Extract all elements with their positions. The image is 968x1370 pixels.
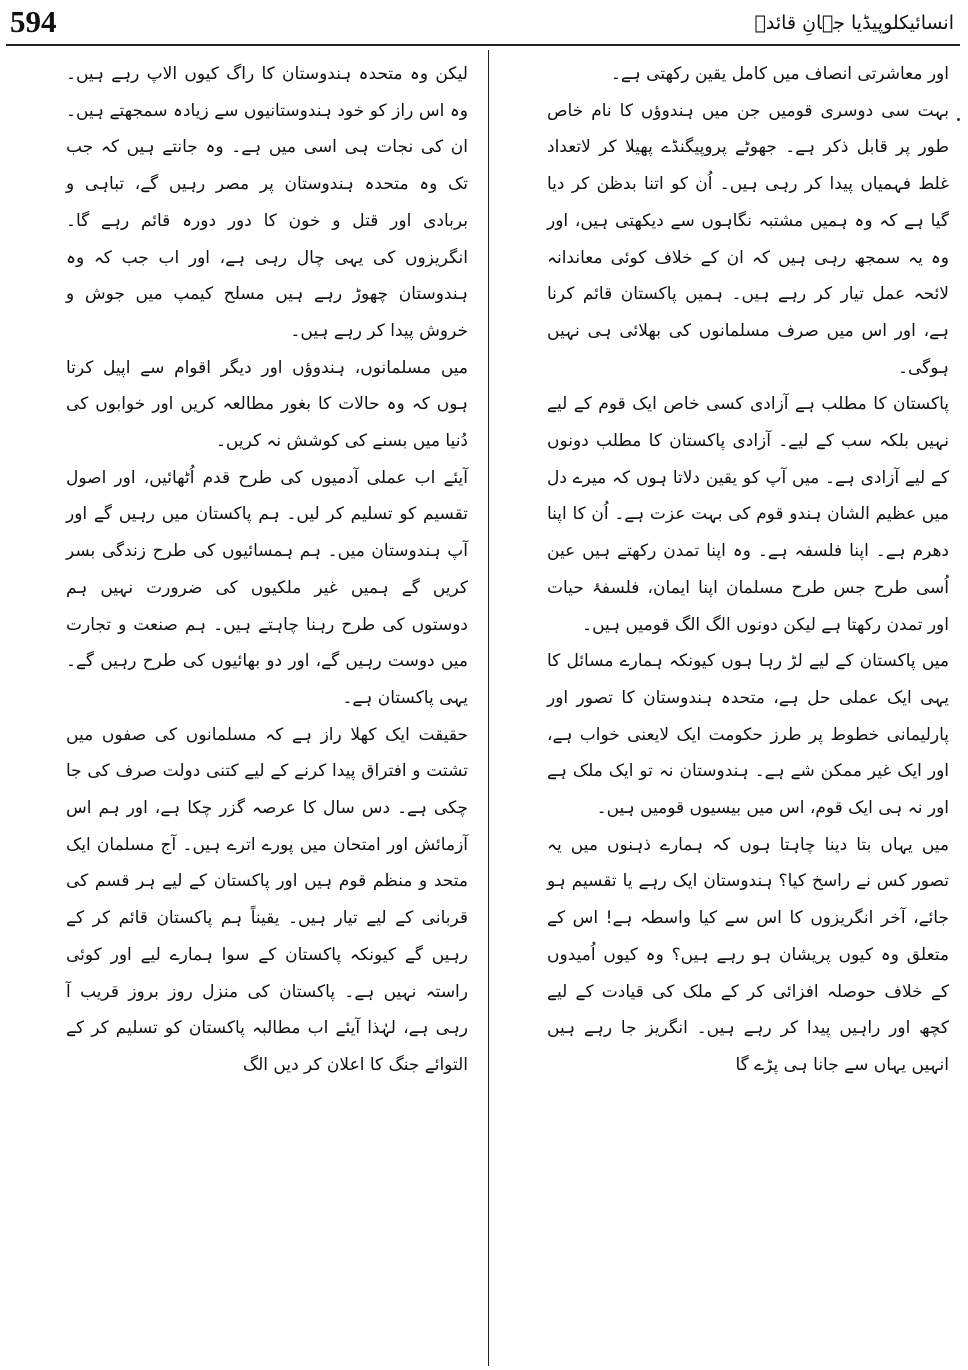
left-paragraph-3: آیئے اب عملی آدمیوں کی طرح قدم اُٹھائیں، اور اصول تقسیم کو تسلیم کر لیں۔ ہم پاکستان میں رہیں گے اور آپ ہندوستان میں۔ ہم ہمسائیوں کی طرح زندگی بسر کریں گے ہمیں غیر ملکیوں کی ضرورت نہیں ہم دوستوں کی طرح رہنا چاہتے ہیں۔ ہم صنعت و تجارت میں دوست رہیں گے، اور دو بھائیوں کی طرح رہیں گے۔ یہی پاکستان ہے۔ (66, 467, 468, 708)
right-paragraph-3: پاکستان کا مطلب ہے آزادی کسی خاص ایک قوم کے لیے نہیں بلکہ سب کے لیے۔ آزادی پاکستان کا مطلب دونوں کے لیے آزادی ہے۔ میں آپ کو یقین دلاتا ہوں کہ میرے دل میں عظیم الشان ہندو قوم کی بہت عزت ہے۔ اُن کا اپنا دھرم ہے۔ اپنا فلسفہ ہے۔ وہ اپنا تمدن رکھتے ہیں عین اُسی طرح جس طرح مسلمان اپنا ایمان، فلسفۂ حیات اور تمدن رکھتا ہے لیکن دونوں الگ الگ قومیں ہیں۔ (547, 394, 949, 635)
running-title: انسائیکلوپیڈیا جہانِ قائدؒ (754, 12, 954, 34)
right-column (547, 56, 949, 1084)
left-paragraph-1: لیکن وہ متحدہ ہندوستان کا راگ کیوں الاپ رہے ہیں۔ وہ اس راز کو خود ہندوستانیوں سے زیادہ سمجھتے ہیں۔ ان کی نجات ہی اسی میں ہے۔ وہ جانتے ہیں کہ جب تک وہ متحدہ ہندوستان پر مصر رہیں گے، تباہی و بربادی اور قتل و خون کا دور دورہ قائم رہے گا۔ انگریزوں کی یہی چال رہی ہے، اور اب جب کہ وہ ہندوستان چھوڑ رہے ہیں مسلح کیمپ میں جوش و خروش پیدا کر رہے ہیں۔ (66, 64, 468, 341)
column-divider (488, 50, 489, 1366)
right-paragraph-4: میں پاکستان کے لیے لڑ رہا ہوں کیونکہ ہمارے مسائل کا یہی ایک عملی حل ہے، متحدہ ہندوستان کا تصور اور پارلیمانی خطوط پر طرز حکومت ایک لایعنی خواب ہے، اور ایک غیر ممکن شے ہے۔ ہندوستان نہ تو ایک ملک ہے اور نہ ہی ایک قوم، اس میں بیسیوں قومیں ہیں۔ (547, 651, 949, 819)
page-number: 594 (10, 4, 57, 39)
left-paragraph-2: میں مسلمانوں، ہندوؤں اور دیگر اقوام سے اپیل کرتا ہوں کہ وہ حالات کا بغور مطالعہ کریں اور خوابوں کی دُنیا میں بسنے کی کوشش نہ کریں۔ (66, 357, 468, 452)
margin-mark (957, 118, 960, 121)
right-paragraph-2: بہت سی دوسری قومیں جن میں ہندوؤں کا نام خاص طور پر قابل ذکر ہے۔ جھوٹے پروپیگنڈے پھیلا کر لاتعداد غلط فہمیاں پیدا کر رہی ہیں۔ اُن کو اتنا بدظن کر دیا گیا ہے کہ وہ ہمیں مشتبہ نگاہوں سے دیکھتی ہیں، اور وہ یہ سمجھ رہی ہیں کہ ان کے خلاف کوئی معاندانہ لائحہ عمل تیار کر رہے ہیں۔ ہمیں پاکستان قائم کرنا ہے، اور اس میں صرف مسلمانوں کی بھلائی ہی نہیں ہوگی۔ (547, 100, 949, 378)
header-rule (6, 44, 960, 46)
left-paragraph-4: حقیقت ایک کھلا راز ہے کہ مسلمانوں کی صفوں میں تشتت و افتراق پیدا کرنے کے لیے کتنی دولت صرف کی جا چکی ہے۔ دس سال کا عرصہ گزر چکا ہے، اور ہم اس آزمائش اور امتحان میں پورے اترے ہیں۔ آج مسلمان ایک متحد و منظم قوم ہیں اور پاکستان کے لیے ہر قسم کی قربانی کے لیے تیار ہیں۔ یقیناً ہم پاکستان قائم کر کے رہیں گے کیونکہ پاکستان کے سوا ہمارے لیے اور کوئی راستہ نہیں ہے۔ پاکستان کی منزل روز بروز قریب آ رہی ہے، لہٰذا آیئے اب مطالبہ پاکستان کو تسلیم کر کے التوائے جنگ کا اعلان کر دیں الگ (66, 724, 468, 1075)
right-paragraph-1: اور معاشرتی انصاف میں کامل یقین رکھتی ہے۔ (610, 64, 949, 84)
right-paragraph-5: میں یہاں بتا دینا چاہتا ہوں کہ ہمارے ذہنوں میں یہ تصور کس نے راسخ کیا؟ ہندوستان ایک رہے یا تقسیم ہو جائے، آخر انگریزوں کا اس سے کیا واسطہ ہے! اس کے متعلق وہ کیوں پریشان ہو رہے ہیں؟ وہ کیوں اُمیدوں کے خلاف حوصلہ افزائی کر کے ملک کی قیادت کے لیے کچھ اور راہیں پیدا کر رہے ہیں۔ انگریز جا رہے ہیں انہیں یہاں سے جانا ہی پڑے گا (547, 834, 949, 1075)
left-column (66, 56, 468, 1084)
